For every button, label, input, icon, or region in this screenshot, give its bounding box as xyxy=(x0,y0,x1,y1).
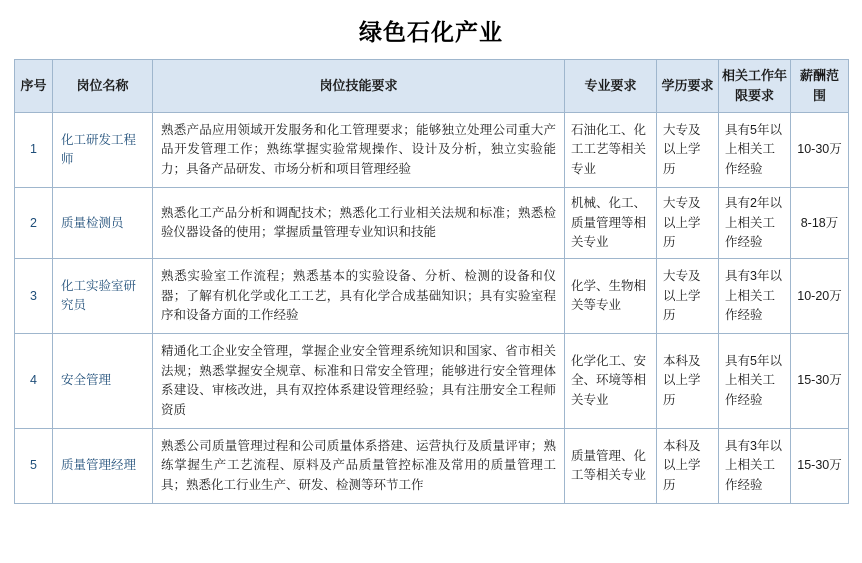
cell-index: 5 xyxy=(15,428,53,503)
cell-experience: 具有5年以上相关工作经验 xyxy=(719,334,791,429)
column-header-name: 岗位名称 xyxy=(53,60,153,113)
cell-salary: 8-18万 xyxy=(791,188,849,259)
table-row xyxy=(15,188,849,259)
cell-major: 质量管理、化工等相关专业 xyxy=(565,428,657,503)
column-header-experience: 相关工作年限要求 xyxy=(719,60,791,113)
table-header xyxy=(15,60,849,113)
cell-major: 化学化工、安全、环境等相关专业 xyxy=(565,334,657,429)
cell-experience: 具有3年以上相关工作经验 xyxy=(719,259,791,334)
table-body xyxy=(15,113,849,504)
job-requirements-table xyxy=(14,59,849,504)
cell-skills: 熟悉实验室工作流程；熟悉基本的实验设备、分析、检测的设备和仪器；了解有机化学或化工工艺，具有化学合成基础知识；具有实验室程序和设备方面的工作经验 xyxy=(153,259,565,334)
cell-index: 2 xyxy=(15,188,53,259)
cell-experience: 具有2年以上相关工作经验 xyxy=(719,188,791,259)
cell-education: 大专及以上学历 xyxy=(657,188,719,259)
cell-education: 大专及以上学历 xyxy=(657,113,719,188)
cell-major: 石油化工、化工工艺等相关专业 xyxy=(565,113,657,188)
cell-index: 4 xyxy=(15,334,53,429)
cell-salary: 15-30万 xyxy=(791,334,849,429)
table-row xyxy=(15,259,849,334)
cell-major: 机械、化工、质量管理等相关专业 xyxy=(565,188,657,259)
cell-education: 大专及以上学历 xyxy=(657,259,719,334)
cell-index: 1 xyxy=(15,113,53,188)
cell-salary: 15-30万 xyxy=(791,428,849,503)
column-header-skills: 岗位技能要求 xyxy=(153,60,565,113)
job-table-container xyxy=(0,59,862,504)
page-title: 绿色石化产业 xyxy=(359,19,503,45)
column-header-index: 序号 xyxy=(15,60,53,113)
cell-salary: 10-20万 xyxy=(791,259,849,334)
table-header-row xyxy=(15,60,849,113)
cell-name: 化工研发工程师 xyxy=(53,113,153,188)
cell-salary: 10-30万 xyxy=(791,113,849,188)
cell-skills: 精通化工企业安全管理，掌握企业安全管理系统知识和国家、省市相关法规；熟悉掌握安全规章、标准和日常安全管理；能够进行安全管理体系建设、审核改进，具有双控体系建设管理经验；具有注册安全工程师资质 xyxy=(153,334,565,429)
cell-experience: 具有3年以上相关工作经验 xyxy=(719,428,791,503)
cell-education: 本科及以上学历 xyxy=(657,334,719,429)
cell-major: 化学、生物相关等专业 xyxy=(565,259,657,334)
cell-name: 化工实验室研究员 xyxy=(53,259,153,334)
table-row xyxy=(15,113,849,188)
column-header-major: 专业要求 xyxy=(565,60,657,113)
cell-experience: 具有5年以上相关工作经验 xyxy=(719,113,791,188)
column-header-salary: 薪酬范围 xyxy=(791,60,849,113)
cell-skills: 熟悉化工产品分析和调配技术；熟悉化工行业相关法规和标准；熟悉检验仪器设备的使用；掌握质量管理专业知识和技能 xyxy=(153,188,565,259)
cell-name: 质量管理经理 xyxy=(53,428,153,503)
table-row xyxy=(15,334,849,429)
cell-name: 质量检测员 xyxy=(53,188,153,259)
cell-skills: 熟悉产品应用领域开发服务和化工管理要求；能够独立处理公司重大产品开发管理工作；熟练掌握实验常规操作、设计及分析，独立实验能力；具备产品研发、市场分析和项目管理经验 xyxy=(153,113,565,188)
column-header-education: 学历要求 xyxy=(657,60,719,113)
table-row xyxy=(15,428,849,503)
cell-index: 3 xyxy=(15,259,53,334)
cell-name: 安全管理 xyxy=(53,334,153,429)
cell-education: 本科及以上学历 xyxy=(657,428,719,503)
cell-skills: 熟悉公司质量管理过程和公司质量体系搭建、运营执行及质量评审；熟练掌握生产工艺流程、原料及产品质量管控标准及常用的质量管理工具；熟悉化工行业生产、研发、检测等环节工作 xyxy=(153,428,565,503)
